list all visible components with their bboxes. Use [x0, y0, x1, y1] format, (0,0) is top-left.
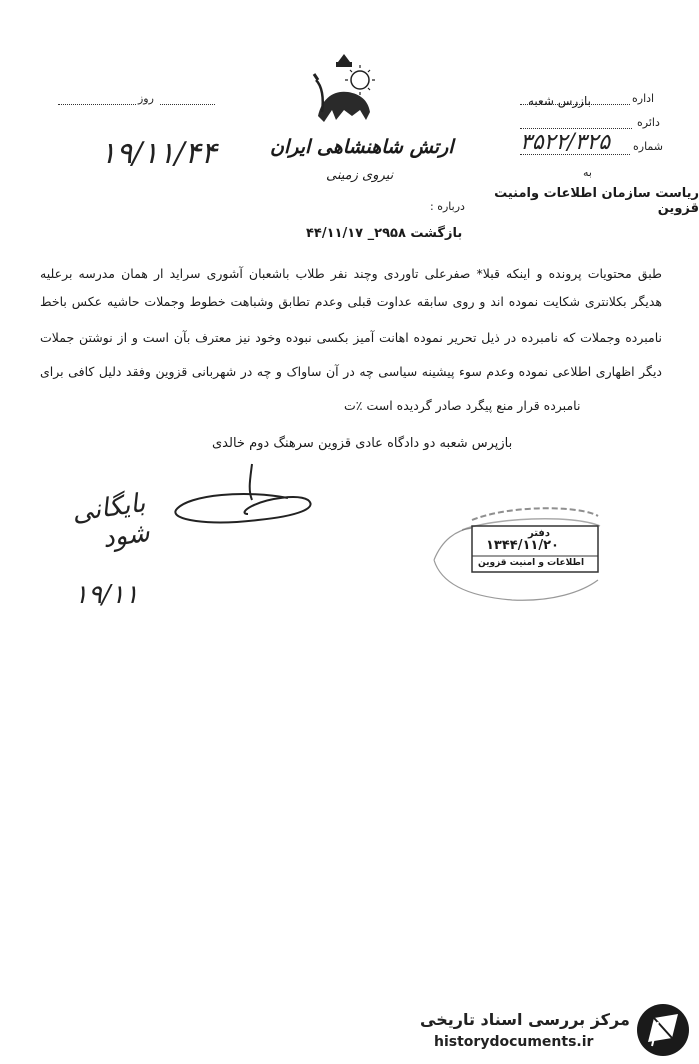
body-line: نامبرده قرار منع پیگرد صادر گردیده است ٪ت [344, 398, 581, 413]
watermark-logo [634, 1002, 692, 1058]
margin-note-date: ۱۹/۱۱ [74, 580, 139, 610]
day-dotted-line [58, 92, 136, 105]
department-label: دائره [637, 116, 660, 129]
margin-note-text: بایگانی شود [70, 488, 152, 555]
margin-note [44, 488, 152, 610]
office-label: اداره [632, 92, 655, 105]
body-line: نامبرده وجملات که نامبرده در ذیل تحریر نموده اهانت آمیز بکسی نبوده وخود نیز معترف بآن است و از نوشتن جملات [40, 330, 662, 345]
stamp-date: ۱۳۴۴/۱۱/۲۰ [486, 538, 559, 553]
watermark-url: historydocuments.ir [434, 1034, 594, 1050]
subject-label: درباره : [430, 200, 465, 213]
body-line: طبق محتویات پرونده و اینکه قبلا* صفرعلی تاوردی وچند نفر طلاب باشعبان آشوری سراید ار همان مدرسه برعلیه [40, 266, 662, 281]
signatory-line: بازپرس شعبه دو دادگاه عادی قزوین سرهنگ دوم خالدی [212, 436, 513, 451]
signature [168, 460, 328, 532]
day-label: روز [138, 92, 154, 105]
lion-and-sun-emblem [304, 50, 384, 130]
recipient: ریاست سازمان اطلاعات وامنیت قزوین [494, 186, 699, 216]
emblem-title: ارتش شاهنشاهی ایران [270, 136, 454, 158]
stamp-office: اطلاعات و امنیت قزوین [478, 558, 585, 568]
watermark-title: مرکز بررسی اسناد تاریخی [420, 1010, 630, 1029]
to-label: به [583, 166, 592, 179]
body-line: هدیگر بکلانتری شکایت نموده اند و روی سابقه عداوت قبلی وعدم تطابق وشباهت خطوط وجملات حاشیه عکس باخط [40, 294, 662, 309]
body-line: دیگر اظهاری اطلاعی نموده وعدم سوء پیشینه سیاسی چه در آن ساواک و چه در شهربانی قزوین وفقد دلیل کافی برای [40, 364, 662, 379]
stamp-title: دفتر [528, 528, 550, 539]
number-label: شماره [633, 140, 664, 153]
day-dotted-line-2 [160, 92, 215, 105]
emblem-subtitle: نیروی زمینی [326, 168, 394, 183]
department-dotted-line [520, 116, 632, 129]
handwritten-date: ۱۹/۱۱/۴۴ [100, 136, 217, 171]
reference-number: بازگشت ۲۹۵۸_ ۴۴/۱۱/۱۷ [306, 226, 463, 241]
registration-stamp [432, 500, 602, 604]
office-value: بازرس شعبه [528, 94, 591, 108]
number-value: ۳۵۲۲/۳۲۵ [520, 130, 611, 155]
